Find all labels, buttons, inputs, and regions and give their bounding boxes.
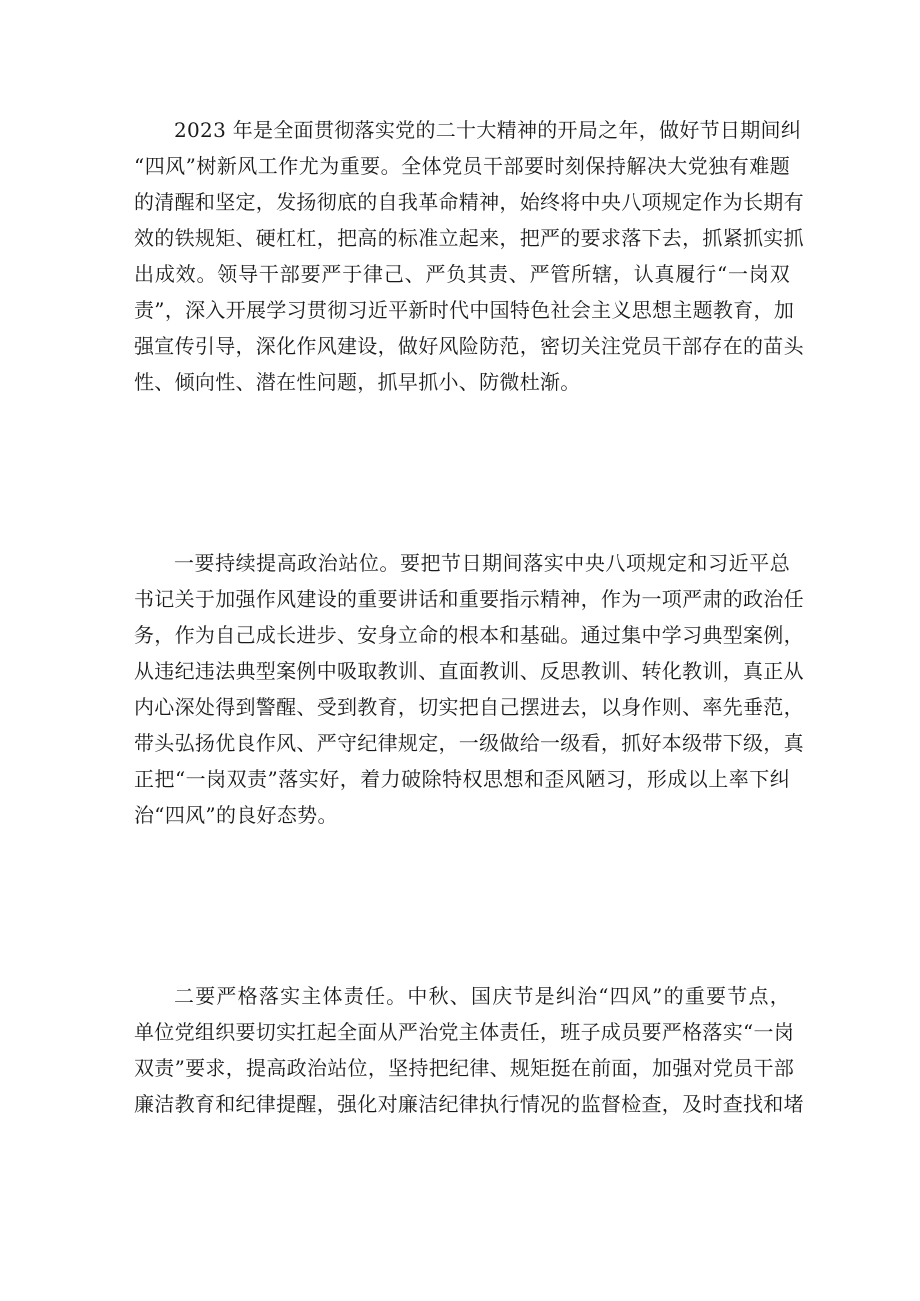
paragraph-political-stance xyxy=(134,545,804,833)
text-line: 廉洁教育和纪律提醒，强化对廉洁纪律执行情况的监督检查，及时查找和堵 xyxy=(134,1092,804,1116)
text-line: 的清醒和坚定，发扬彻底的自我革命精神，始终将中央八项规定作为长期有 xyxy=(134,190,804,214)
text-line: 正把“一岗双责”落实好，着力破除特权思想和歪风陋习，形成以上率下纠 xyxy=(134,767,790,791)
paragraph-main-responsibility xyxy=(134,978,804,1122)
text-line: 效的铁规矩、硬杠杠，把高的标准立起来，把严的要求落下去，抓紧抓实抓 xyxy=(134,226,804,250)
text-line: 书记关于加强作风建设的重要讲话和重要指示精神，作为一项严肃的政治任 xyxy=(134,587,804,611)
text-line: 强宣传引导，深化作风建设，做好风险防范，密切关注党员干部存在的苗头 xyxy=(134,334,804,358)
text-line: 带头弘扬优良作风、严守纪律规定，一级做给一级看，抓好本级带下级，真 xyxy=(134,731,804,755)
text-line: 性、倾向性、潜在性问题，抓早抓小、防微杜渐。 xyxy=(134,370,581,394)
text-line: 责”，深入开展学习贯彻习近平新时代中国特色社会主义思想主题教育，加 xyxy=(134,298,795,322)
text-line: 双责”要求，提高政治站位，坚持把纪律、规矩挺在前面，加强对党员干部 xyxy=(134,1056,795,1080)
text-line: 单位党组织要切实扛起全面从严治党主体责任，班子成员要严格落实“一岗 xyxy=(134,1020,795,1044)
text-line: 2023 年是全面贯彻落实党的二十大精神的开局之年，做好节日期间纠 xyxy=(174,118,802,142)
text-line: 务，作为自己成长进步、安身立命的根本和基础。通过集中学习典型案例， xyxy=(134,623,804,647)
text-line: 从违纪违法典型案例中吸取教训、直面教训、反思教训、转化教训，真正从 xyxy=(134,659,804,683)
text-line: 内心深处得到警醒、受到教育，切实把自己摆进去，以身作则、率先垂范， xyxy=(134,695,804,719)
text-line: “四风”树新风工作尤为重要。全体党员干部要时刻保持解决大党独有难题 xyxy=(134,154,790,178)
text-line: 一要持续提高政治站位。要把节日期间落实中央八项规定和习近平总 xyxy=(174,551,790,575)
text-line: 出成效。领导干部要严于律己、严负其责、严管所辖，认真履行“一岗双 xyxy=(134,262,790,286)
text-line: 治“四风”的良好态势。 xyxy=(134,803,338,827)
paragraph-intro xyxy=(134,112,804,400)
text-line: 二要严格落实主体责任。中秋、国庆节是纠治“四风”的重要节点， xyxy=(174,984,790,1008)
